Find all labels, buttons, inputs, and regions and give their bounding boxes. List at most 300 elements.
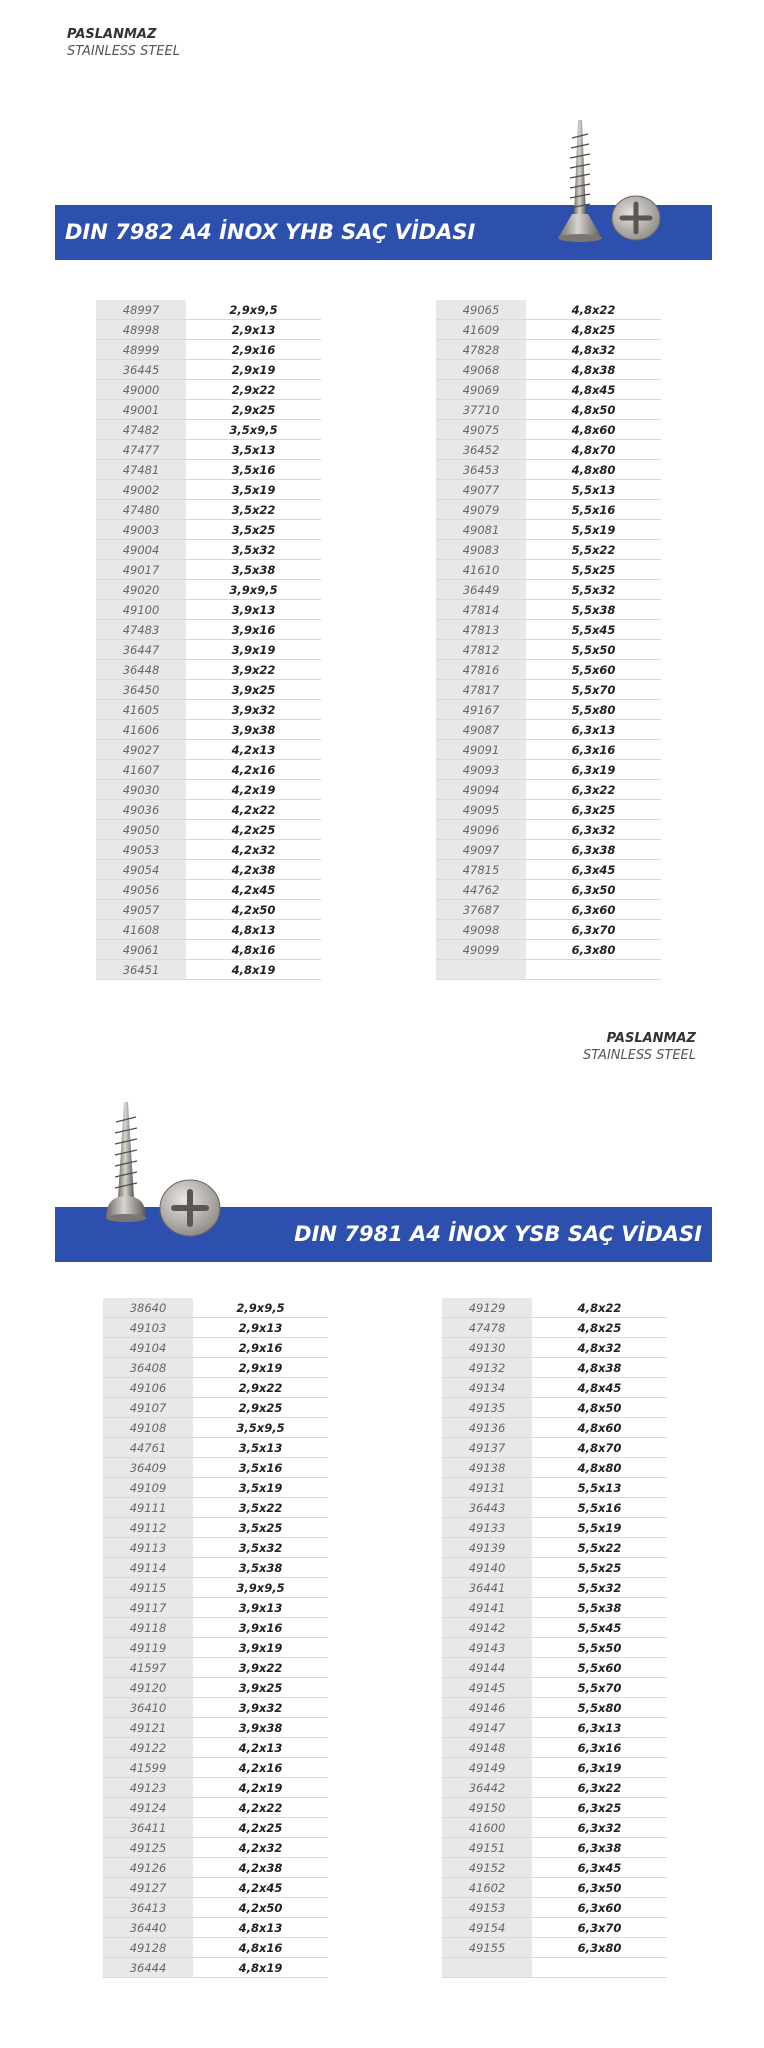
table-row [442, 1898, 667, 1918]
product-size: 3,9x19 [186, 640, 321, 660]
product-size: 2,9x13 [186, 320, 321, 340]
product-code: 49151 [442, 1838, 532, 1858]
product-code: 49150 [442, 1798, 532, 1818]
table-row [442, 1458, 667, 1478]
product-code: 49115 [103, 1578, 193, 1598]
table-row [442, 1738, 667, 1758]
product-code: 47482 [96, 420, 186, 440]
table-row [442, 1678, 667, 1698]
product-size: 6,3x80 [532, 1938, 667, 1958]
product-size: 3,9x9,5 [193, 1578, 328, 1598]
table-row [436, 320, 661, 340]
product-code: 41607 [96, 760, 186, 780]
product-size: 6,3x22 [526, 780, 661, 800]
table-row [96, 900, 321, 920]
product-size: 3,5x25 [193, 1518, 328, 1538]
product-code: 49146 [442, 1698, 532, 1718]
table-row [436, 400, 661, 420]
product-size: 2,9x25 [186, 400, 321, 420]
product-code: 49149 [442, 1758, 532, 1778]
table-row [442, 1698, 667, 1718]
product-size: 5,5x16 [526, 500, 661, 520]
product-code: 49079 [436, 500, 526, 520]
table-row [96, 400, 321, 420]
product-size: 6,3x25 [532, 1798, 667, 1818]
table-row [436, 520, 661, 540]
product-code: 49133 [442, 1518, 532, 1538]
table-row [442, 1858, 667, 1878]
table-row [442, 1358, 667, 1378]
table-row [103, 1358, 328, 1378]
table-row [96, 880, 321, 900]
product-size: 2,9x16 [193, 1338, 328, 1358]
product-code: 49077 [436, 480, 526, 500]
product-code: 49155 [442, 1938, 532, 1958]
product-table-2-right [442, 1298, 667, 1978]
table-row [103, 1298, 328, 1318]
product-size: 6,3x25 [526, 800, 661, 820]
table-row [96, 800, 321, 820]
product-code: 41597 [103, 1658, 193, 1678]
table-row [442, 1798, 667, 1818]
product-code: 49036 [96, 800, 186, 820]
product-code: 36443 [442, 1498, 532, 1518]
table-row [96, 720, 321, 740]
product-size: 3,9x38 [186, 720, 321, 740]
product-code: 49123 [103, 1778, 193, 1798]
product-size: 5,5x32 [532, 1578, 667, 1598]
product-code: 49131 [442, 1478, 532, 1498]
product-code: 49083 [436, 540, 526, 560]
product-code: 36445 [96, 360, 186, 380]
product-code: 49124 [103, 1798, 193, 1818]
product-size: 6,3x70 [532, 1918, 667, 1938]
product-code: 37710 [436, 400, 526, 420]
table-row [442, 1378, 667, 1398]
table-row [103, 1698, 328, 1718]
product-code: 49118 [103, 1618, 193, 1638]
table-row [103, 1498, 328, 1518]
product-code: 49112 [103, 1518, 193, 1538]
product-size: 5,5x70 [526, 680, 661, 700]
product-size: 4,8x19 [186, 960, 321, 980]
table-row [96, 600, 321, 620]
product-size: 4,2x25 [186, 820, 321, 840]
product-code: 49109 [103, 1478, 193, 1498]
table-row [442, 1778, 667, 1798]
table-row [103, 1798, 328, 1818]
product-size: 2,9x19 [193, 1358, 328, 1378]
product-code: 36451 [96, 960, 186, 980]
product-size [532, 1958, 667, 1978]
product-code: 49081 [436, 520, 526, 540]
table-row [436, 960, 661, 980]
product-size: 4,2x50 [186, 900, 321, 920]
product-code: 49099 [436, 940, 526, 960]
product-code: 49100 [96, 600, 186, 620]
table-row [442, 1418, 667, 1438]
table-row [442, 1658, 667, 1678]
product-size: 6,3x38 [526, 840, 661, 860]
product-size: 4,8x60 [526, 420, 661, 440]
product-code: 49129 [442, 1298, 532, 1318]
product-size: 5,5x38 [532, 1598, 667, 1618]
product-size: 3,5x9,5 [186, 420, 321, 440]
table-row [96, 580, 321, 600]
product-code: 38640 [103, 1298, 193, 1318]
product-size: 4,2x45 [186, 880, 321, 900]
table-row [436, 300, 661, 320]
table-row [103, 1818, 328, 1838]
product-code: 49020 [96, 580, 186, 600]
product-code: 49094 [436, 780, 526, 800]
table-row [442, 1558, 667, 1578]
table-row [442, 1538, 667, 1558]
product-size: 4,2x22 [186, 800, 321, 820]
product-code: 49132 [442, 1358, 532, 1378]
table-row [436, 740, 661, 760]
table-row [436, 780, 661, 800]
table-row [96, 480, 321, 500]
product-code: 49120 [103, 1678, 193, 1698]
product-size: 3,9x13 [193, 1598, 328, 1618]
product-code: 49061 [96, 940, 186, 960]
table-row [436, 940, 661, 960]
product-size: 3,5x32 [193, 1538, 328, 1558]
product-size: 6,3x60 [526, 900, 661, 920]
product-size: 2,9x22 [186, 380, 321, 400]
table-row [442, 1298, 667, 1318]
table-row [436, 900, 661, 920]
product-size: 3,9x25 [186, 680, 321, 700]
product-code: 49139 [442, 1538, 532, 1558]
table-row [96, 340, 321, 360]
product-size: 3,5x16 [193, 1458, 328, 1478]
product-size: 4,2x13 [193, 1738, 328, 1758]
product-code [442, 1958, 532, 1978]
product-code: 49134 [442, 1378, 532, 1398]
product-code: 49001 [96, 400, 186, 420]
product-code: 41600 [442, 1818, 532, 1838]
table-row [96, 380, 321, 400]
product-size: 5,5x13 [526, 480, 661, 500]
product-size: 3,5x25 [186, 520, 321, 540]
product-size: 3,9x25 [193, 1678, 328, 1698]
product-size: 3,9x22 [186, 660, 321, 680]
product-code: 36442 [442, 1778, 532, 1798]
product-code: 49144 [442, 1658, 532, 1678]
product-size: 4,2x38 [193, 1858, 328, 1878]
table-row [442, 1758, 667, 1778]
product-size: 4,2x32 [186, 840, 321, 860]
product-code: 41609 [436, 320, 526, 340]
table-row [436, 460, 661, 480]
table-row [96, 460, 321, 480]
product-code: 49017 [96, 560, 186, 580]
table-row [436, 860, 661, 880]
table-row [442, 1438, 667, 1458]
product-code: 49056 [96, 880, 186, 900]
product-size: 3,5x22 [193, 1498, 328, 1518]
product-code: 49004 [96, 540, 186, 560]
table-row [96, 820, 321, 840]
table-row [442, 1478, 667, 1498]
table-row [436, 720, 661, 740]
table-row [442, 1498, 667, 1518]
product-code: 49068 [436, 360, 526, 380]
table-row [442, 1598, 667, 1618]
product-code: 41602 [442, 1878, 532, 1898]
product-size: 4,8x50 [526, 400, 661, 420]
product-code: 49140 [442, 1558, 532, 1578]
table-row [436, 920, 661, 940]
table-row [103, 1558, 328, 1578]
product-code: 36441 [442, 1578, 532, 1598]
product-code: 49143 [442, 1638, 532, 1658]
product-code: 49053 [96, 840, 186, 860]
product-code: 44761 [103, 1438, 193, 1458]
table-row [442, 1518, 667, 1538]
product-code: 47815 [436, 860, 526, 880]
product-code: 47483 [96, 620, 186, 640]
table-row [103, 1738, 328, 1758]
product-code: 47814 [436, 600, 526, 620]
product-size: 5,5x22 [532, 1538, 667, 1558]
product-code: 36448 [96, 660, 186, 680]
product-size: 4,2x19 [193, 1778, 328, 1798]
product-table-2-left [103, 1298, 328, 1978]
product-code: 49096 [436, 820, 526, 840]
table-row [442, 1638, 667, 1658]
product-code: 49135 [442, 1398, 532, 1418]
product-size: 4,8x22 [532, 1298, 667, 1318]
product-size: 3,5x13 [186, 440, 321, 460]
table-row [442, 1938, 667, 1958]
product-size: 3,9x13 [186, 600, 321, 620]
product-code: 47817 [436, 680, 526, 700]
product-size: 3,9x19 [193, 1638, 328, 1658]
product-size: 4,2x13 [186, 740, 321, 760]
product-code: 41605 [96, 700, 186, 720]
product-size: 6,3x13 [532, 1718, 667, 1738]
table-row [436, 580, 661, 600]
product-size: 2,9x9,5 [186, 300, 321, 320]
product-size: 2,9x13 [193, 1318, 328, 1338]
table-row [442, 1338, 667, 1358]
product-code: 49138 [442, 1458, 532, 1478]
product-code: 36413 [103, 1898, 193, 1918]
product-code: 49127 [103, 1878, 193, 1898]
product-code: 48999 [96, 340, 186, 360]
table-row [96, 780, 321, 800]
product-code: 49107 [103, 1398, 193, 1418]
table-row [436, 500, 661, 520]
table-row [96, 960, 321, 980]
product-code: 49125 [103, 1838, 193, 1858]
product-code: 47828 [436, 340, 526, 360]
product-size: 4,8x32 [526, 340, 661, 360]
product-size: 4,2x32 [193, 1838, 328, 1858]
product-code: 49128 [103, 1938, 193, 1958]
product-code: 49098 [436, 920, 526, 940]
product-size: 3,5x13 [193, 1438, 328, 1458]
product-size: 6,3x19 [532, 1758, 667, 1778]
product-size: 6,3x22 [532, 1778, 667, 1798]
table-row [103, 1318, 328, 1338]
product-size: 4,8x25 [526, 320, 661, 340]
product-size: 4,8x60 [532, 1418, 667, 1438]
product-code: 36444 [103, 1958, 193, 1978]
product-code: 49069 [436, 380, 526, 400]
product-size: 5,5x13 [532, 1478, 667, 1498]
table-row [103, 1618, 328, 1638]
product-size: 5,5x50 [526, 640, 661, 660]
table-row [442, 1578, 667, 1598]
product-code: 49113 [103, 1538, 193, 1558]
product-size: 4,8x16 [186, 940, 321, 960]
product-size: 4,2x16 [193, 1758, 328, 1778]
product-size: 5,5x22 [526, 540, 661, 560]
product-code: 47816 [436, 660, 526, 680]
table-row [103, 1938, 328, 1958]
product-code: 49147 [442, 1718, 532, 1738]
product-code: 36453 [436, 460, 526, 480]
material-tr-2: PASLANMAZ [606, 1031, 696, 1046]
table-row [96, 560, 321, 580]
product-code: 49054 [96, 860, 186, 880]
product-size: 5,5x19 [526, 520, 661, 540]
product-size: 4,8x80 [532, 1458, 667, 1478]
product-code: 48998 [96, 320, 186, 340]
product-code: 49141 [442, 1598, 532, 1618]
table-row [103, 1438, 328, 1458]
table-row [436, 800, 661, 820]
product-code: 49103 [103, 1318, 193, 1338]
product-code: 49027 [96, 740, 186, 760]
product-size: 4,8x22 [526, 300, 661, 320]
table-row [96, 660, 321, 680]
material-label-1 [67, 26, 180, 60]
product-code: 49148 [442, 1738, 532, 1758]
table-row [103, 1598, 328, 1618]
table-row [103, 1858, 328, 1878]
table-row [436, 640, 661, 660]
product-code: 49152 [442, 1858, 532, 1878]
product-title-1: DIN 7982 A4 İNOX YHB SAÇ VİDASI [65, 220, 476, 244]
table-row [96, 840, 321, 860]
product-code: 49057 [96, 900, 186, 920]
product-size: 2,9x16 [186, 340, 321, 360]
table-row [103, 1678, 328, 1698]
product-size: 2,9x9,5 [193, 1298, 328, 1318]
table-row [436, 340, 661, 360]
product-code: 36410 [103, 1698, 193, 1718]
table-row [103, 1838, 328, 1858]
product-code: 49050 [96, 820, 186, 840]
product-code: 47812 [436, 640, 526, 660]
table-row [442, 1718, 667, 1738]
table-row [96, 320, 321, 340]
product-code: 49137 [442, 1438, 532, 1458]
product-size [526, 960, 661, 980]
product-size: 3,9x38 [193, 1718, 328, 1738]
product-code: 36408 [103, 1358, 193, 1378]
product-code: 37687 [436, 900, 526, 920]
product-size: 3,9x32 [186, 700, 321, 720]
product-size: 3,9x32 [193, 1698, 328, 1718]
product-size: 4,8x45 [526, 380, 661, 400]
product-size: 4,8x80 [526, 460, 661, 480]
product-size: 3,9x16 [193, 1618, 328, 1638]
product-table-1-right [436, 300, 661, 980]
table-row [436, 440, 661, 460]
product-code: 49111 [103, 1498, 193, 1518]
table-row [442, 1958, 667, 1978]
table-row [103, 1958, 328, 1978]
product-size: 5,5x50 [532, 1638, 667, 1658]
table-row [436, 360, 661, 380]
product-size: 4,2x45 [193, 1878, 328, 1898]
table-row [96, 500, 321, 520]
table-row [436, 760, 661, 780]
table-row [436, 480, 661, 500]
product-size: 6,3x38 [532, 1838, 667, 1858]
product-code: 49002 [96, 480, 186, 500]
table-row [103, 1898, 328, 1918]
table-row [436, 560, 661, 580]
product-size: 3,9x22 [193, 1658, 328, 1678]
product-size: 3,5x16 [186, 460, 321, 480]
table-row [103, 1578, 328, 1598]
product-code: 47480 [96, 500, 186, 520]
table-row [103, 1718, 328, 1738]
table-row [103, 1338, 328, 1358]
product-code: 49153 [442, 1898, 532, 1918]
countersunk-phillips-screw-icon [548, 118, 668, 243]
product-size: 3,5x19 [186, 480, 321, 500]
product-code: 36411 [103, 1818, 193, 1838]
product-size: 5,5x16 [532, 1498, 667, 1518]
table-row [96, 540, 321, 560]
table-row [103, 1638, 328, 1658]
product-code: 49104 [103, 1338, 193, 1358]
product-size: 6,3x32 [526, 820, 661, 840]
product-size: 4,2x50 [193, 1898, 328, 1918]
product-size: 4,8x25 [532, 1318, 667, 1338]
product-code: 36450 [96, 680, 186, 700]
table-row [436, 700, 661, 720]
table-row [436, 880, 661, 900]
product-size: 6,3x45 [532, 1858, 667, 1878]
product-code: 49136 [442, 1418, 532, 1438]
product-code: 48997 [96, 300, 186, 320]
table-row [436, 420, 661, 440]
product-size: 4,8x45 [532, 1378, 667, 1398]
product-size: 4,8x38 [532, 1358, 667, 1378]
table-row [96, 920, 321, 940]
product-size: 5,5x60 [526, 660, 661, 680]
table-row [103, 1778, 328, 1798]
product-code: 47813 [436, 620, 526, 640]
product-code: 36440 [103, 1918, 193, 1938]
pan-head-phillips-screw-icon [100, 1100, 230, 1240]
product-code: 49130 [442, 1338, 532, 1358]
product-size: 6,3x45 [526, 860, 661, 880]
product-size: 3,5x38 [186, 560, 321, 580]
product-code: 49121 [103, 1718, 193, 1738]
product-code: 36409 [103, 1458, 193, 1478]
table-row [103, 1918, 328, 1938]
